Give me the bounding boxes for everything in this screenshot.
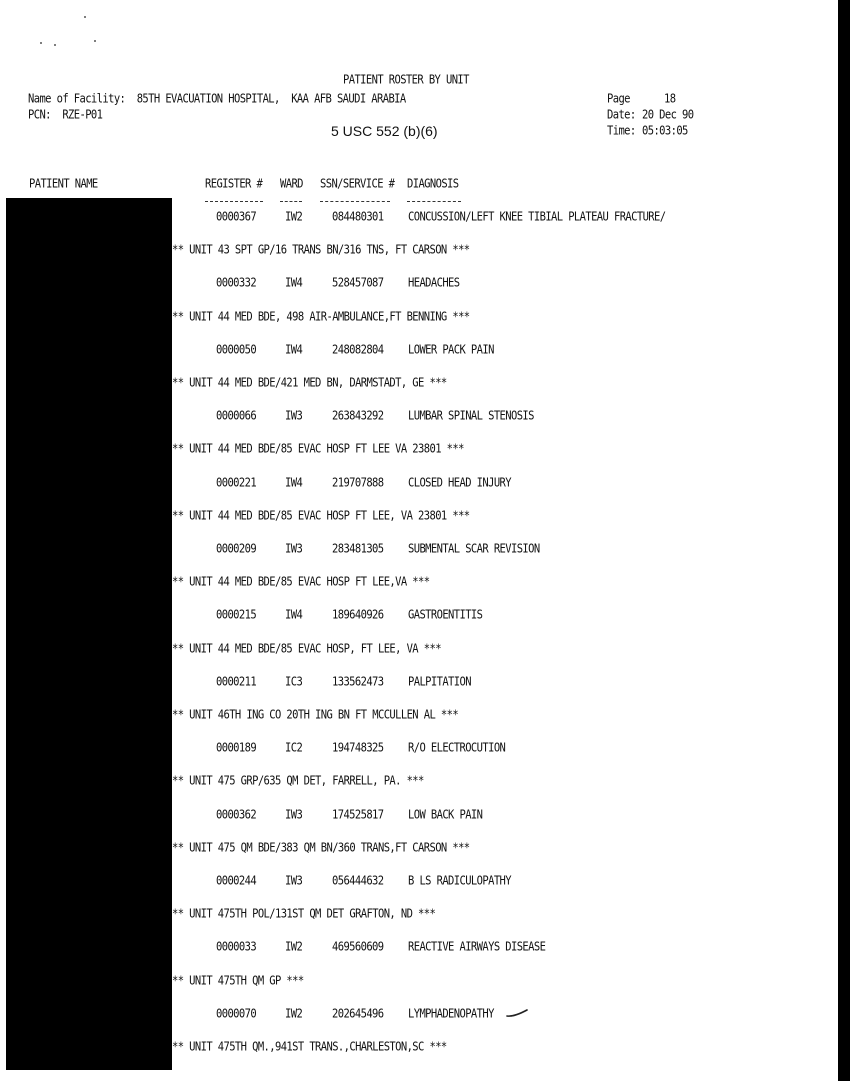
scan-edge-bar bbox=[838, 0, 850, 1081]
row-ssn: 528457087 bbox=[332, 276, 384, 290]
row-diagnosis: HEADACHES bbox=[408, 276, 460, 290]
redaction-block bbox=[6, 198, 172, 1070]
row-ssn: 263843292 bbox=[332, 409, 384, 423]
unit-heading: ** UNIT 44 MED BDE, 498 AIR-AMBULANCE,FT BENNING *** bbox=[172, 310, 470, 324]
scan-speck bbox=[94, 40, 96, 42]
row-register: 0000215 bbox=[216, 608, 257, 622]
date-label: Date: bbox=[607, 108, 636, 122]
unit-heading: ** UNIT 475 QM BDE/383 QM BN/360 TRANS,FT CARSON *** bbox=[172, 841, 470, 855]
time-value: 05:03:05 bbox=[642, 124, 688, 138]
row-ssn: 056444632 bbox=[332, 874, 384, 888]
row-ssn: 283481305 bbox=[332, 542, 384, 556]
handwritten-check-mark-icon bbox=[506, 1008, 528, 1018]
report-title: PATIENT ROSTER BY UNIT bbox=[343, 73, 469, 87]
row-ward: IW4 bbox=[285, 476, 303, 490]
row-ward: IW4 bbox=[285, 608, 303, 622]
row-register: 0000209 bbox=[216, 542, 257, 556]
scan-speck bbox=[54, 44, 56, 46]
page-label: Page bbox=[607, 92, 630, 106]
row-register: 0000244 bbox=[216, 874, 257, 888]
row-register: 0000070 bbox=[216, 1007, 257, 1021]
row-register: 0000066 bbox=[216, 409, 257, 423]
row-ward: IC2 bbox=[285, 741, 303, 755]
column-underline bbox=[407, 201, 461, 203]
row-ward: IW4 bbox=[285, 343, 303, 357]
unit-heading: ** UNIT 46TH ING CO 20TH ING BN FT MCCULLEN AL *** bbox=[172, 708, 459, 722]
column-underline bbox=[280, 201, 302, 203]
row-diagnosis: REACTIVE AIRWAYS DISEASE bbox=[408, 940, 546, 954]
row-register: 0000221 bbox=[216, 476, 257, 490]
row-ssn: 194748325 bbox=[332, 741, 384, 755]
row-ward: IW4 bbox=[285, 276, 303, 290]
time-label: Time: bbox=[607, 124, 636, 138]
unit-heading: ** UNIT 44 MED BDE/85 EVAC HOSP FT LEE VA 23801 *** bbox=[172, 442, 464, 456]
unit-heading: ** UNIT 44 MED BDE/85 EVAC HOSP, FT LEE, VA *** bbox=[172, 642, 441, 656]
column-header-register: REGISTER # bbox=[205, 177, 263, 191]
row-diagnosis: PALPITATION bbox=[408, 675, 471, 689]
unit-heading: ** UNIT 475TH QM GP *** bbox=[172, 974, 304, 988]
row-ward: IW2 bbox=[285, 940, 303, 954]
row-diagnosis: B LS RADICULOPATHY bbox=[408, 874, 511, 888]
column-header-patient-name: PATIENT NAME bbox=[29, 177, 98, 191]
unit-heading: ** UNIT 44 MED BDE/421 MED BN, DARMSTADT, GE *** bbox=[172, 376, 447, 390]
column-header-diagnosis: DIAGNOSIS bbox=[407, 177, 459, 191]
unit-heading: ** UNIT 44 MED BDE/85 EVAC HOSP FT LEE, VA 23801 *** bbox=[172, 509, 470, 523]
row-register: 0000050 bbox=[216, 343, 257, 357]
column-underline bbox=[205, 201, 263, 203]
row-ssn: 174525817 bbox=[332, 808, 384, 822]
row-diagnosis: CONCUSSION/LEFT KNEE TIBIAL PLATEAU FRACTURE/ bbox=[408, 210, 666, 224]
row-ssn: 248082804 bbox=[332, 343, 384, 357]
row-register: 0000362 bbox=[216, 808, 257, 822]
row-register: 0000211 bbox=[216, 675, 257, 689]
row-ward: IW2 bbox=[285, 210, 303, 224]
row-ward: IW3 bbox=[285, 409, 303, 423]
row-ward: IW3 bbox=[285, 808, 303, 822]
page-number: 18 bbox=[664, 92, 676, 106]
row-ssn: 219707888 bbox=[332, 476, 384, 490]
unit-heading: ** UNIT 475TH QM.,941ST TRANS.,CHARLESTON,SC *** bbox=[172, 1040, 447, 1054]
row-ssn: 133562473 bbox=[332, 675, 384, 689]
unit-heading: ** UNIT 43 SPT GP/16 TRANS BN/316 TNS, FT CARSON *** bbox=[172, 243, 470, 257]
row-diagnosis: CLOSED HEAD INJURY bbox=[408, 476, 511, 490]
row-register: 0000332 bbox=[216, 276, 257, 290]
row-register: 0000367 bbox=[216, 210, 257, 224]
scan-speck bbox=[40, 42, 42, 44]
pcn-line: PCN: RZE-P01 bbox=[28, 108, 103, 122]
facility-line: Name of Facility: 85TH EVACUATION HOSPITAL, KAA AFB SAUDI ARABIA bbox=[28, 92, 406, 106]
column-underline bbox=[320, 201, 390, 203]
row-register: 0000033 bbox=[216, 940, 257, 954]
unit-heading: ** UNIT 475TH POL/131ST QM DET GRAFTON, ND *** bbox=[172, 907, 436, 921]
row-register: 0000189 bbox=[216, 741, 257, 755]
exemption-stamp: 5 USC 552 (b)(6) bbox=[331, 123, 438, 139]
column-header-ward: WARD bbox=[280, 177, 303, 191]
row-diagnosis: LYMPHADENOPATHY bbox=[408, 1007, 494, 1021]
row-ward: IW2 bbox=[285, 1007, 303, 1021]
row-ward: IW3 bbox=[285, 874, 303, 888]
row-diagnosis: LOWER PACK PAIN bbox=[408, 343, 494, 357]
row-diagnosis: GASTROENTITIS bbox=[408, 608, 483, 622]
scan-speck bbox=[84, 16, 86, 18]
row-ssn: 202645496 bbox=[332, 1007, 384, 1021]
row-ward: IW3 bbox=[285, 542, 303, 556]
row-ssn: 469560609 bbox=[332, 940, 384, 954]
row-diagnosis: SUBMENTAL SCAR REVISION bbox=[408, 542, 540, 556]
row-diagnosis: LOW BACK PAIN bbox=[408, 808, 483, 822]
row-diagnosis: R/O ELECTROCUTION bbox=[408, 741, 506, 755]
row-ssn: 084480301 bbox=[332, 210, 384, 224]
column-header-ssn: SSN/SERVICE # bbox=[320, 177, 395, 191]
unit-heading: ** UNIT 44 MED BDE/85 EVAC HOSP FT LEE,VA *** bbox=[172, 575, 430, 589]
row-diagnosis: LUMBAR SPINAL STENOSIS bbox=[408, 409, 534, 423]
row-ssn: 189640926 bbox=[332, 608, 384, 622]
row-ward: IC3 bbox=[285, 675, 303, 689]
unit-heading: ** UNIT 475 GRP/635 QM DET, FARRELL, PA. *** bbox=[172, 774, 424, 788]
date-value: 20 Dec 90 bbox=[642, 108, 694, 122]
